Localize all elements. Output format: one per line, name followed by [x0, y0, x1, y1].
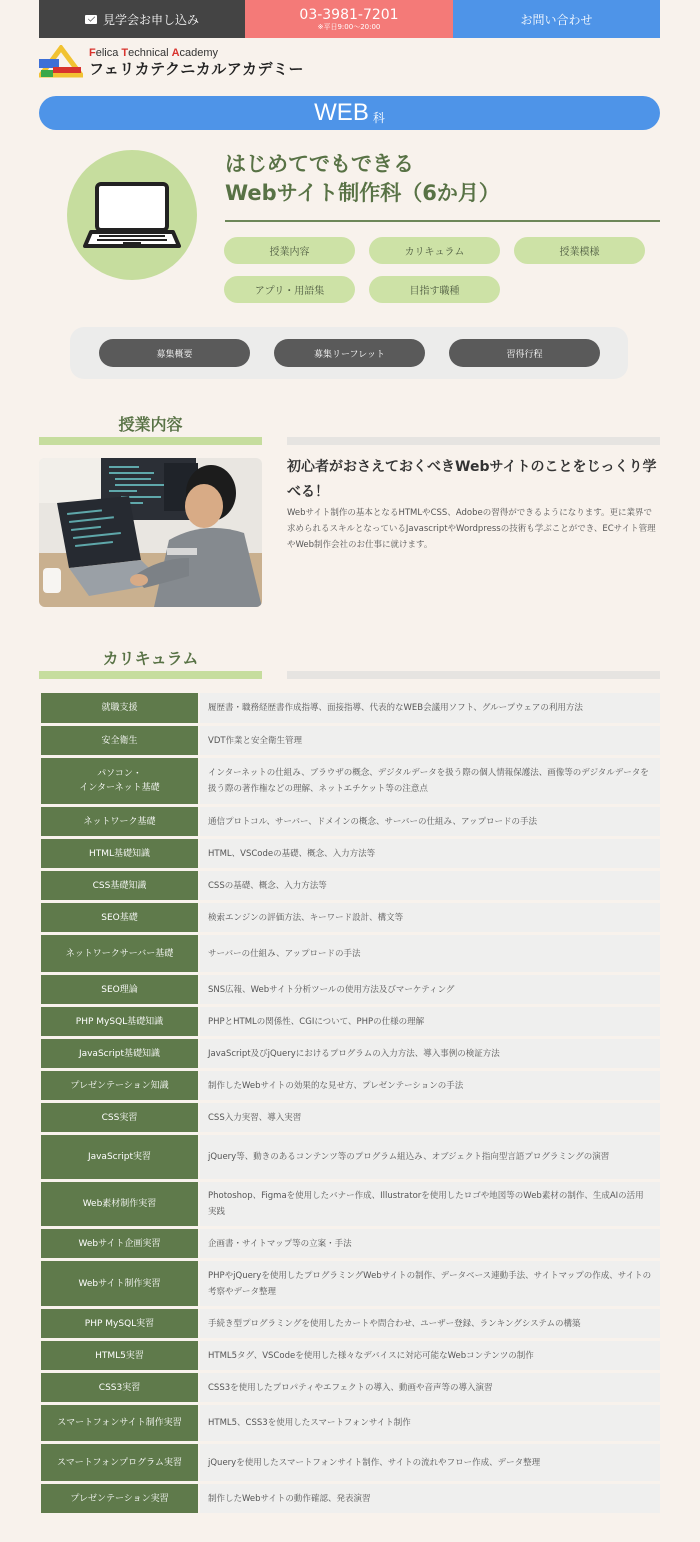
logo-mark-icon [39, 45, 83, 79]
phone-button[interactable] [245, 0, 453, 38]
detail-cell: HTML、VSCodeの基礎、概念、入力方法等 [200, 839, 660, 868]
recruitment-leaflet-button[interactable]: 募集リーフレット [274, 339, 425, 367]
subject-cell: CSS3実習 [41, 1373, 198, 1402]
detail-cell: HTML5、CSS3を使用したスマートフォンサイト制作 [200, 1405, 660, 1441]
banner-suffix: 科 [372, 110, 385, 125]
subject-cell: ネットワーク基礎 [41, 807, 198, 836]
curriculum-heading-bar [39, 671, 262, 679]
visit-label: 見学会お申し込み [102, 12, 199, 27]
phone-number: 03-3981-7201 [299, 6, 399, 23]
table-row [39, 758, 660, 804]
course-icon-circle [67, 150, 197, 280]
top-bar [39, 0, 660, 38]
table-row [39, 1309, 660, 1338]
detail-cell: サーバーの仕組み、アップロードの手法 [200, 935, 660, 972]
detail-cell: 手続き型プログラミングを使用したカートや問合わせ、ユーザー登録、ランキングシステムの構築 [200, 1309, 660, 1338]
detail-cell: VDT作業と安全衛生管理 [200, 726, 660, 755]
mail-icon [85, 15, 97, 24]
subject-cell: CSS実習 [41, 1103, 198, 1132]
subject-cell: JavaScript実習 [41, 1135, 198, 1179]
subject-cell: プレゼンテーション実習 [41, 1484, 198, 1513]
lesson-lead-title: 初心者がおさえておくべきWebサイトのことをじっくり学べる！ [287, 459, 657, 500]
detail-cell: 通信プロトコル、サーバー、ドメインの概念、サーバーの仕組み、アップロードの手法 [200, 807, 660, 836]
logo-japanese-name: フェリカテクニカルアカデミー [89, 59, 305, 78]
table-row [39, 1103, 660, 1132]
table-row [39, 726, 660, 755]
table-row [39, 975, 660, 1004]
subject-cell: 就職支援 [41, 693, 198, 723]
recruitment-overview-button[interactable]: 募集概要 [99, 339, 250, 367]
detail-cell: JavaScript及びjQueryにおけるプログラムの入力方法、導入事例の検証方法 [200, 1039, 660, 1068]
laptop-icon [67, 150, 197, 280]
logo-english-name: Felica Technical Academy [89, 46, 219, 59]
detail-cell: HTML5タグ、VSCodeを使用した様々なデバイスに対応可能なWebコンテンツの制作 [200, 1341, 660, 1370]
pill-apps-glossary[interactable]: アプリ・用語集 [224, 276, 355, 303]
table-row [39, 1373, 660, 1402]
detail-cell: SNS広報、Webサイト分析ツールの使用方法及びマーケティング [200, 975, 660, 1004]
detail-cell: PHPやjQueryを使用したプログラミングWebサイトの制作、データベース連動手法、サイトマップの作成、サイトの考察やデータ整理 [200, 1261, 660, 1306]
detail-cell: jQueryを使用したスマートフォンサイト制作、サイトの流れやフロー作成、データ整理 [200, 1444, 660, 1481]
detail-cell: 検索エンジンの評価方法、キーワード設計、構文等 [200, 903, 660, 932]
detail-cell: CSSの基礎、概念、入力方法等 [200, 871, 660, 900]
detail-cell: jQuery等、動きのあるコンテンツ等のプログラム組込み、オブジェクト指向型言語プログラミングの演習 [200, 1135, 660, 1179]
table-row [39, 1261, 660, 1306]
subject-cell: Webサイト企画実習 [41, 1229, 198, 1258]
subject-cell: SEO理論 [41, 975, 198, 1004]
table-row [39, 693, 660, 723]
curriculum-heading-rule [287, 671, 660, 679]
detail-cell: Photoshop、Figmaを使用したバナー作成、Illustratorを使用したロゴや地図等のWeb素材の制作、生成AIの活用実践 [200, 1182, 660, 1226]
detail-cell: インターネットの仕組み、ブラウザの概念、デジタルデータを扱う際の個人情報保護法、画像等のデジタルデータを扱う際の著作権などの理解、ネットエチケット等の注意点 [200, 758, 660, 804]
contact-label: お問い合わせ [520, 12, 593, 27]
lesson-section-heading: 授業内容 [118, 415, 183, 434]
lesson-photo [39, 458, 262, 607]
table-row [39, 807, 660, 836]
subject-cell: SEO基礎 [41, 903, 198, 932]
table-row [39, 1444, 660, 1481]
table-row [39, 935, 660, 972]
detail-cell: 制作したWebサイトの効果的な見せ方、プレゼンテーションの手法 [200, 1071, 660, 1100]
table-row [39, 1484, 660, 1513]
detail-cell: CSS3を使用したプロパティやエフェクトの導入、動画や音声等の導入演習 [200, 1373, 660, 1402]
subject-cell: Web素材制作実習 [41, 1182, 198, 1226]
table-row [39, 1071, 660, 1100]
subject-cell: PHP MySQL基礎知識 [41, 1007, 198, 1036]
subject-cell: パソコン・ インターネット基礎 [41, 758, 198, 804]
table-row [39, 871, 660, 900]
subject-cell: Webサイト制作実習 [41, 1261, 198, 1306]
course-title: はじめてでもできる Webサイト制作科（6か月） [225, 152, 500, 205]
detail-cell: 制作したWebサイトの動作確認、発表演習 [200, 1484, 660, 1513]
subject-cell: スマートフォンプログラム実習 [41, 1444, 198, 1481]
table-row [39, 1135, 660, 1179]
subject-cell: JavaScript基礎知識 [41, 1039, 198, 1068]
subject-cell: ネットワークサーバー基礎 [41, 935, 198, 972]
detail-cell: 企画書・サイトマップ等の立案・手法 [200, 1229, 660, 1258]
subject-cell: HTML5実習 [41, 1341, 198, 1370]
student-at-laptop-image [39, 458, 262, 607]
table-row [39, 839, 660, 868]
course-title-rule [225, 220, 660, 222]
subject-cell: CSS基礎知識 [41, 871, 198, 900]
visit-application-button[interactable] [39, 0, 245, 38]
banner-title: WEB [314, 99, 369, 126]
subject-cell: HTML基礎知識 [41, 839, 198, 868]
table-row [39, 1341, 660, 1370]
table-row [39, 1405, 660, 1441]
subject-cell: 安全衛生 [41, 726, 198, 755]
detail-cell: PHPとHTMLの関係性、CGIについて、PHPの仕様の理解 [200, 1007, 660, 1036]
table-row [39, 903, 660, 932]
table-row [39, 1229, 660, 1258]
lesson-heading-rule [287, 437, 660, 445]
lesson-lead-text: Webサイト制作の基本となるHTMLやCSS、Adobeの習得ができるようになります。更に業界で求められるスキルとなっているJavascriptやWordpressの技術も学ぶことができ、ECサイト管理やWeb制作会社のお仕事に就けます。 [287, 508, 656, 550]
subject-cell: PHP MySQL実習 [41, 1309, 198, 1338]
table-row [39, 1039, 660, 1068]
curriculum-section-heading: カリキュラム [102, 649, 199, 668]
phone-hours: ※平日9:00〜20:00 [317, 22, 381, 31]
lesson-heading-bar [39, 437, 262, 445]
table-row [39, 1182, 660, 1226]
table-row [39, 1007, 660, 1036]
pill-curriculum[interactable]: カリキュラム [369, 237, 500, 264]
detail-cell: CSS入力実習、導入実習 [200, 1103, 660, 1132]
pill-lesson-scene[interactable]: 授業模様 [514, 237, 645, 264]
pill-lesson-content[interactable]: 授業内容 [224, 237, 355, 264]
site-logo[interactable] [39, 44, 304, 80]
subject-cell: プレゼンテーション知識 [41, 1071, 198, 1100]
department-banner [39, 96, 660, 130]
learning-process-button[interactable]: 習得行程 [449, 339, 600, 367]
pill-target-jobs[interactable]: 目指す職種 [369, 276, 500, 303]
subject-cell: スマートフォンサイト制作実習 [41, 1405, 198, 1441]
detail-cell: 履歴書・職務経歴書作成指導、面接指導、代表的なWEB会議用ソフト、グループウェアの利用方法 [200, 693, 660, 723]
contact-button[interactable] [453, 0, 660, 38]
